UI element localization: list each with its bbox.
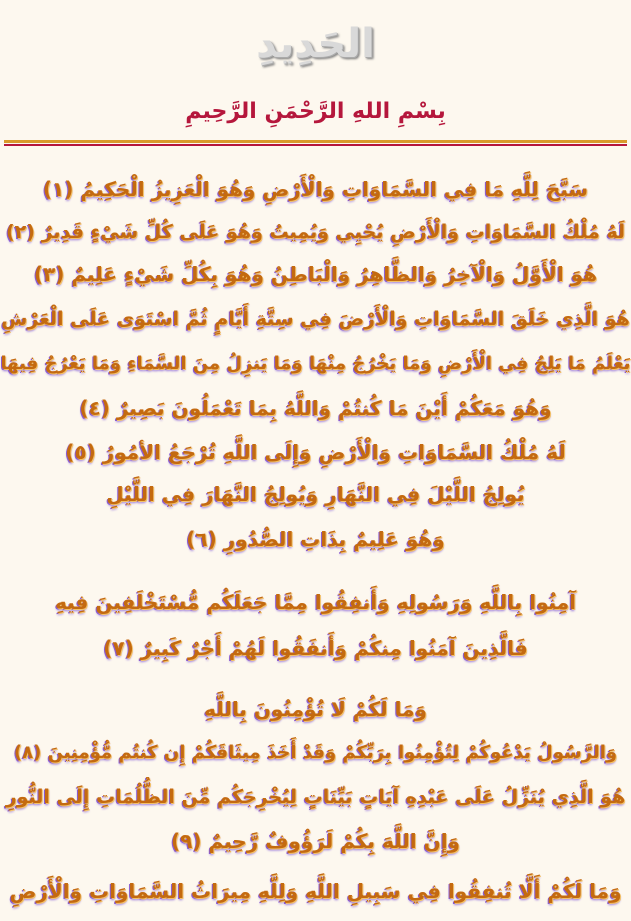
basmala: بِسْمِ اللهِ الرَّحْمَنِ الرَّحِيمِ: [185, 99, 446, 124]
verse-line-1: سَبَّحَ لِلَّهِ مَا فِي السَّمَاوَاتِ وَالْأَرْضِ وَهُوَ الْعَزِيزُ الْحَكِيمُ (١): [42, 177, 589, 201]
verse-line-14: هُوَ الَّذِي يُنَزِّلُ عَلَى عَبْدِهِ آيَاتٍ بَيِّنَاتٍ لِيُخْرِجَكُم مِّنَ الظُّلُمَاتِ إِلَى النُّورِ: [5, 786, 626, 808]
verse-line-13: وَالرَّسُولُ يَدْعُوكُمْ لِتُؤْمِنُوا بِرَبِّكُمْ وَقَدْ أَخَذَ مِيثَاقَكُمْ إِن كُنتُم مُّؤْمِنِينَ (٨): [13, 742, 618, 763]
verse-line-6: وَهُوَ مَعَكُمْ أَيْنَ مَا كُنتُمْ وَاللَّهُ بِمَا تَعْمَلُونَ بَصِيرٌ (٤): [79, 396, 552, 420]
surah-title: الحَدِيدِ: [256, 21, 375, 67]
verse-line-9: وَهُوَ عَلِيمٌ بِذَاتِ الصُّدُورِ (٦): [186, 527, 445, 551]
separator-line-top: [4, 140, 627, 143]
verse-line-12: وَمَا لَكُمْ لَا تُؤْمِنُونَ بِاللَّهِ: [204, 697, 427, 721]
verse-line-10: آمِنُوا بِاللَّهِ وَرَسُولِهِ وَأَنفِقُوا مِمَّا جَعَلَكُم مُّسْتَخْلَفِينَ فِيهِ: [54, 590, 577, 614]
verse-line-11: فَالَّذِينَ آمَنُوا مِنكُمْ وَأَنفَقُوا لَهُمْ أَجْرٌ كَبِيرٌ (٧): [103, 636, 528, 660]
verse-line-2: لَهُ مُلْكُ السَّمَاوَاتِ وَالْأَرْضِ يُحْيِي وَيُمِيتُ وَهُوَ عَلَى كُلِّ شَيْءٍ قَدِيرٌ (٢): [5, 221, 626, 243]
verse-line-15: وَإِنَّ اللَّهَ بِكُمْ لَرَؤُوفٌ رَّحِيمٌ (٩): [171, 829, 460, 853]
verse-line-4: هُوَ الَّذِي خَلَقَ السَّمَاوَاتِ وَالْأَرْضَ فِي سِتَّةِ أَيَّامٍ ثُمَّ اسْتَوَى عَلَى الْعَرْشِ: [1, 308, 630, 330]
verse-line-16: وَمَا لَكُمْ أَلَّا تُنفِقُوا فِي سَبِيلِ اللَّهِ وَلِلَّهِ مِيرَاثُ السَّمَاوَاتِ وَالْأَرْضِ: [9, 879, 622, 903]
verse-line-3: هُوَ الْأَوَّلُ وَالْآخِرُ وَالظَّاهِرُ وَالْبَاطِنُ وَهُوَ بِكُلِّ شَيْءٍ عَلِيمٌ (٣): [33, 262, 598, 286]
separator-line-bottom: [4, 144, 627, 146]
verse-line-7: لَهُ مُلْكُ السَّمَاوَاتِ وَالْأَرْضِ وَإِلَى اللَّهِ تُرْجَعُ الأمُورُ (٥): [65, 440, 566, 464]
verse-line-8: يُولِجُ اللَّيْلَ فِي النَّهَارِ وَيُولِجُ النَّهَارَ فِي اللَّيْلِ: [106, 482, 525, 506]
verse-line-5: يَعْلَمُ مَا يَلِجُ فِي الْأَرْضِ وَمَا يَخْرُجُ مِنْهَا وَمَا يَنزِلُ مِنَ السَّمَاءِ وَمَا يَعْرُجُ فِيهَا: [0, 353, 631, 374]
